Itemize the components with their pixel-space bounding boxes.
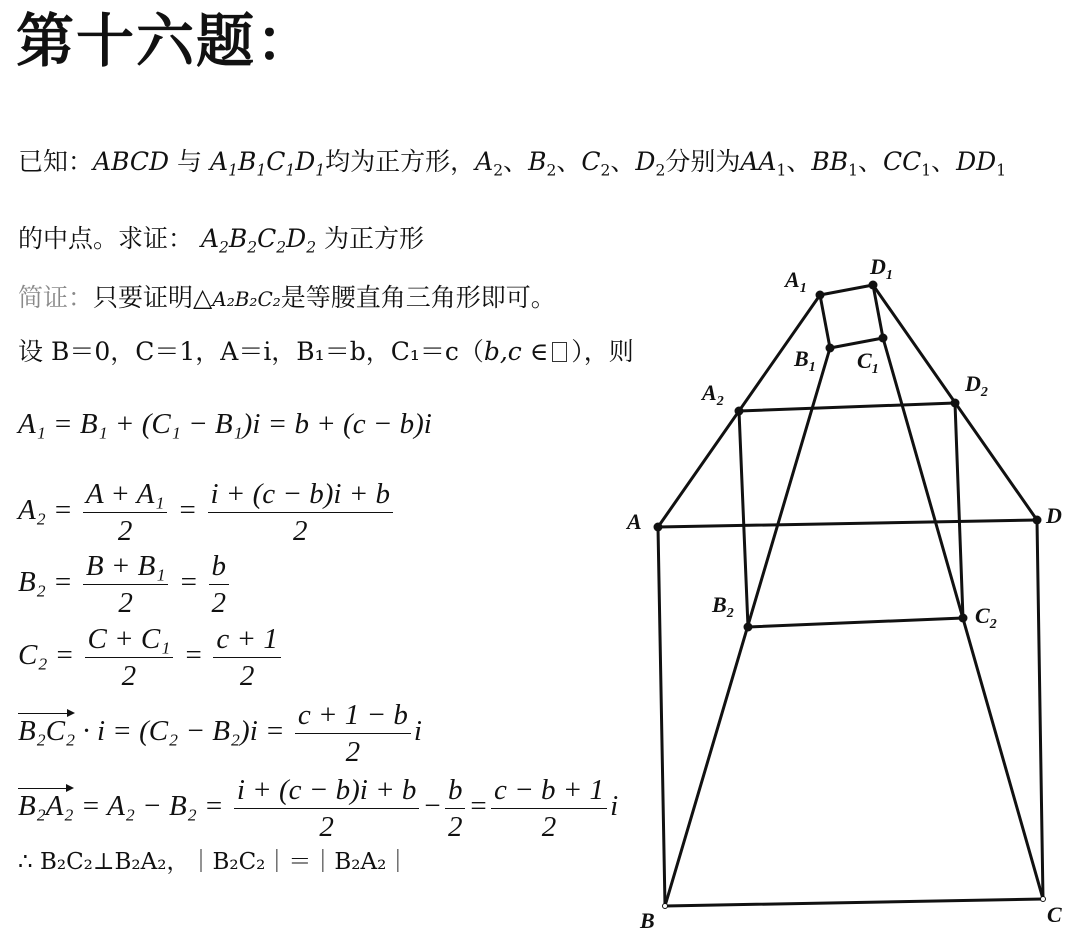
equation-b2: B₂ = $\frac{\text{B + B₁}}{2}$ = $\frac{b}{2}$ <box>18 548 232 621</box>
segment-ab <box>658 527 665 906</box>
proof-setup: 设 B＝0，C＝1，A＝i，B₁＝b，C₁＝c（b,c ∈ ），则 <box>18 337 634 366</box>
proof-intro: 简证：只要证明△A₂B₂C₂是等腰直角三角形即可。 <box>18 283 556 312</box>
point-c <box>1041 897 1046 902</box>
segment-b2c2 <box>748 618 963 627</box>
label-c1: $C_1$ <box>857 348 879 377</box>
label-b2: $B_2$ <box>712 592 734 621</box>
problem-statement-line2: 的中点。求证： $A_2B_2C_2D_2$ 为正方形 <box>18 224 425 257</box>
equation-vector-b2a2: B₂A₂ = A₂ − B₂ = $\frac{i + (c - b)i + b}{2}$ − $\frac{b}{2}$ = $\frac{c - b + 1}{2}$ i <box>18 774 619 843</box>
label-a2: $A_2$ <box>702 380 724 409</box>
segment-c2d2 <box>955 403 963 618</box>
equation-c2: C₂ = $\frac{\text{C + C₁}}{2}$ = $\frac{c + 1}{2}$ <box>18 621 284 694</box>
segment-a2d2 <box>739 403 955 411</box>
segment-a1b1 <box>820 295 830 348</box>
point-b2 <box>744 623 753 632</box>
point-d1 <box>869 281 878 290</box>
point-a <box>654 523 663 532</box>
label-d1: $D_1$ <box>870 254 893 283</box>
label-b: B <box>640 908 655 933</box>
problem-title: 第十六题： <box>16 7 317 75</box>
point-b <box>663 904 668 909</box>
label-d2: $D_2$ <box>965 371 988 400</box>
label-a1: $A_1$ <box>785 267 807 296</box>
label-a: A <box>627 509 642 534</box>
label-c2: $C_2$ <box>975 603 997 632</box>
segment-ad <box>658 520 1037 527</box>
segment-cd <box>1037 520 1043 899</box>
segment-a1d1 <box>820 285 873 295</box>
segment-a2b2 <box>739 411 748 627</box>
point-d <box>1033 516 1042 525</box>
problem-statement-line1: 已知：ABCD 与 $A_1B_1C_1D_1$均为正方形，$A_2$、$B_2$、$C_2$、$D_2$分别为$AA_1$、$BB_1$、$CC_1$、$DD_1$ <box>18 147 1007 180</box>
point-a2 <box>735 407 744 416</box>
segment-bc <box>665 899 1043 906</box>
equation-a2: A₂ = $\frac{\text{A + A₁}}{2}$ = $\frac{i + (c - b)i + b}{2}$ <box>18 476 396 549</box>
equation-vector-b2c2: B₂C₂ · i = (C₂ − B₂)i = $\frac{c + 1 - b}{2}$ i <box>18 699 422 768</box>
equation-a1: A₁ = B₁ + (C₁ − B₁)i = b + (c − b)i <box>18 408 432 440</box>
point-a1 <box>816 291 825 300</box>
label-c: C <box>1047 902 1062 927</box>
label-b1: $B_1$ <box>794 346 816 375</box>
proof-conclusion: ∴ B₂C₂⊥B₂A₂，｜B₂C₂｜＝｜B₂A₂｜ <box>18 849 410 875</box>
segment-b1c1 <box>830 338 883 348</box>
point-c2 <box>959 614 968 623</box>
point-d2 <box>951 399 960 408</box>
point-c1 <box>879 334 888 343</box>
point-b1 <box>826 344 835 353</box>
label-d: D <box>1046 503 1062 528</box>
